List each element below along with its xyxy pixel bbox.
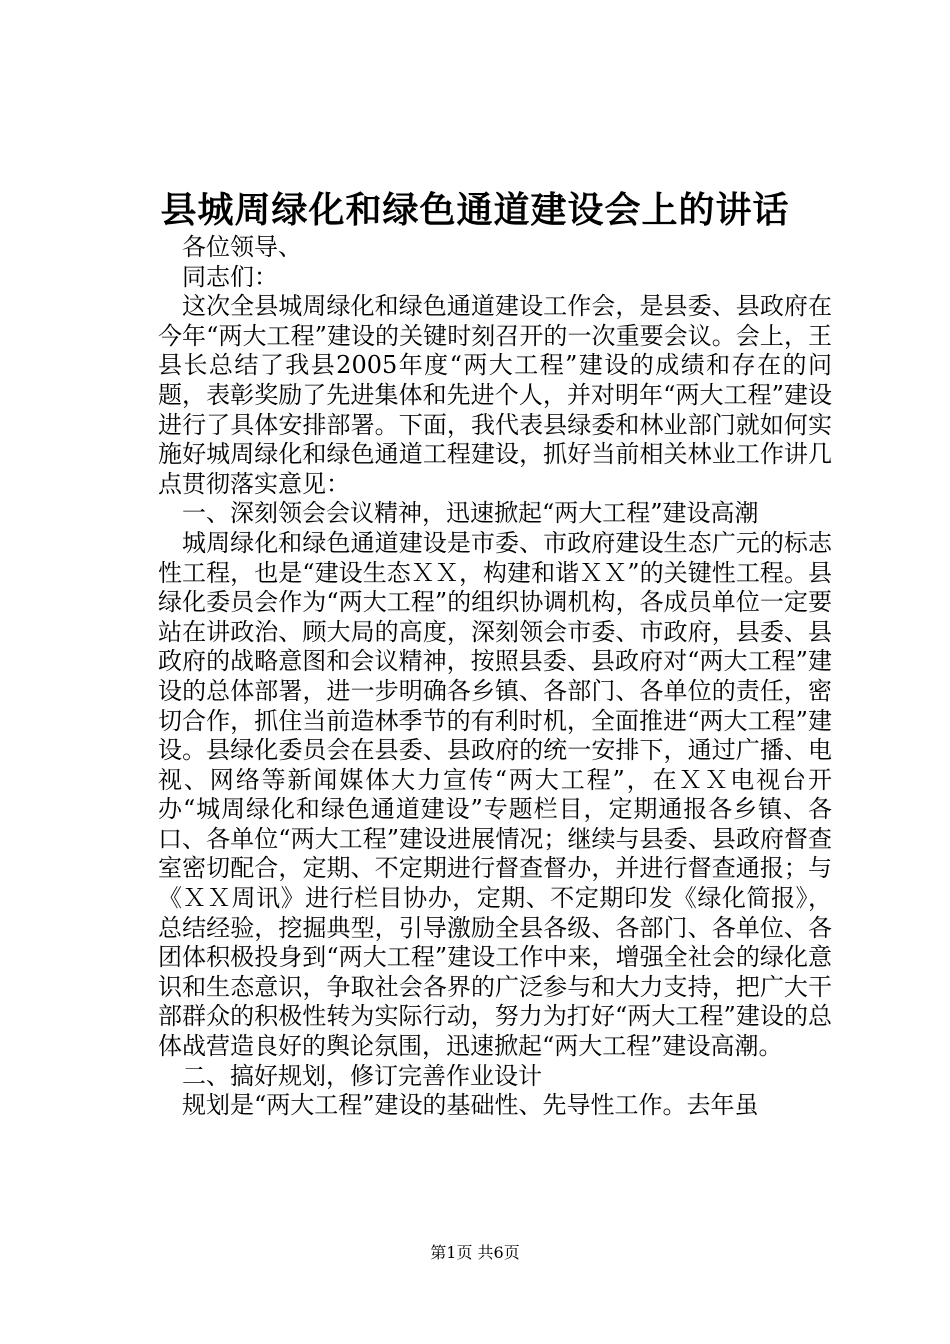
- page-number-footer: 第1页 共6页: [430, 1243, 520, 1262]
- intro-paragraph: 这次全县城周绿化和绿色通道建设工作会，是县委、县政府在今年“两大工程”建设的关键时刻召开的一次重要会议。会上，王县长总结了我县2005年度“两大工程”建设的成绩和存在的问题，表彰奖励了先进集体和先进个人，并对明年“两大工程”建设进行了具体安排部署。下面，我代表县绿委和林业部门就如何实施好城周绿化和绿色通道工程建设，抓好当前相关林业工作讲几点贯彻落实意见：: [158, 292, 832, 498]
- salutation-line-2: 同志们：: [182, 262, 278, 291]
- section-1-paragraph: 城周绿化和绿色通道建设是市委、市政府建设生态广元的标志性工程，也是“建设生态ＸＸ，构建和谐ＸＸ”的关键性工程。县绿化委员会作为“两大工程”的组织协调机构，各成员单位一定要站在讲政治、顾大局的高度，深刻领会市委、市政府，县委、县政府的战略意图和会议精神，按照县委、县政府对“两大工程”建设的总体部署，进一步明确各乡镇、各部门、各单位的责任，密切合作，抓住当前造林季节的有利时机，全面推进“两大工程”建设。县绿化委员会在县委、县政府的统一安排下，通过广播、电视、网络等新闻媒体大力宣传“两大工程”，在ＸＸ电视台开办“城周绿化和绿色通道建设”专题栏目，定期通报各乡镇、各口、各单位“两大工程”建设进展情况；继续与县委、县政府督查室密切配合，定期、不定期进行督查督办，并进行督查通报；与《ＸＸ周讯》进行栏目协办，定期、不定期印发《绿化简报》，总结经验，挖掘典型，引导激励全县各级、各部门、各单位、各团体积极投身到“两大工程”建设工作中来，增强全社会的绿化意识和生态意识，争取社会各界的广泛参与和大力支持，把广大干部群众的积极性转为实际行动，努力为打好“两大工程”建设的总体战营造良好的舆论氛围，迅速掀起“两大工程”建设高潮。: [158, 528, 832, 1061]
- section-1-heading: 一、深刻领会会议精神，迅速掀起“两大工程”建设高潮: [182, 499, 759, 528]
- document-body: [158, 233, 832, 1121]
- document-title: 县城周绿化和绿色通道建设会上的讲话: [160, 189, 790, 231]
- section-2-heading: 二、搞好规划，修订完善作业设计: [182, 1061, 542, 1090]
- section-2-paragraph: 规划是“两大工程”建设的基础性、先导性工作。去年虽: [182, 1091, 759, 1120]
- salutation-line-1: 各位领导、: [182, 233, 302, 261]
